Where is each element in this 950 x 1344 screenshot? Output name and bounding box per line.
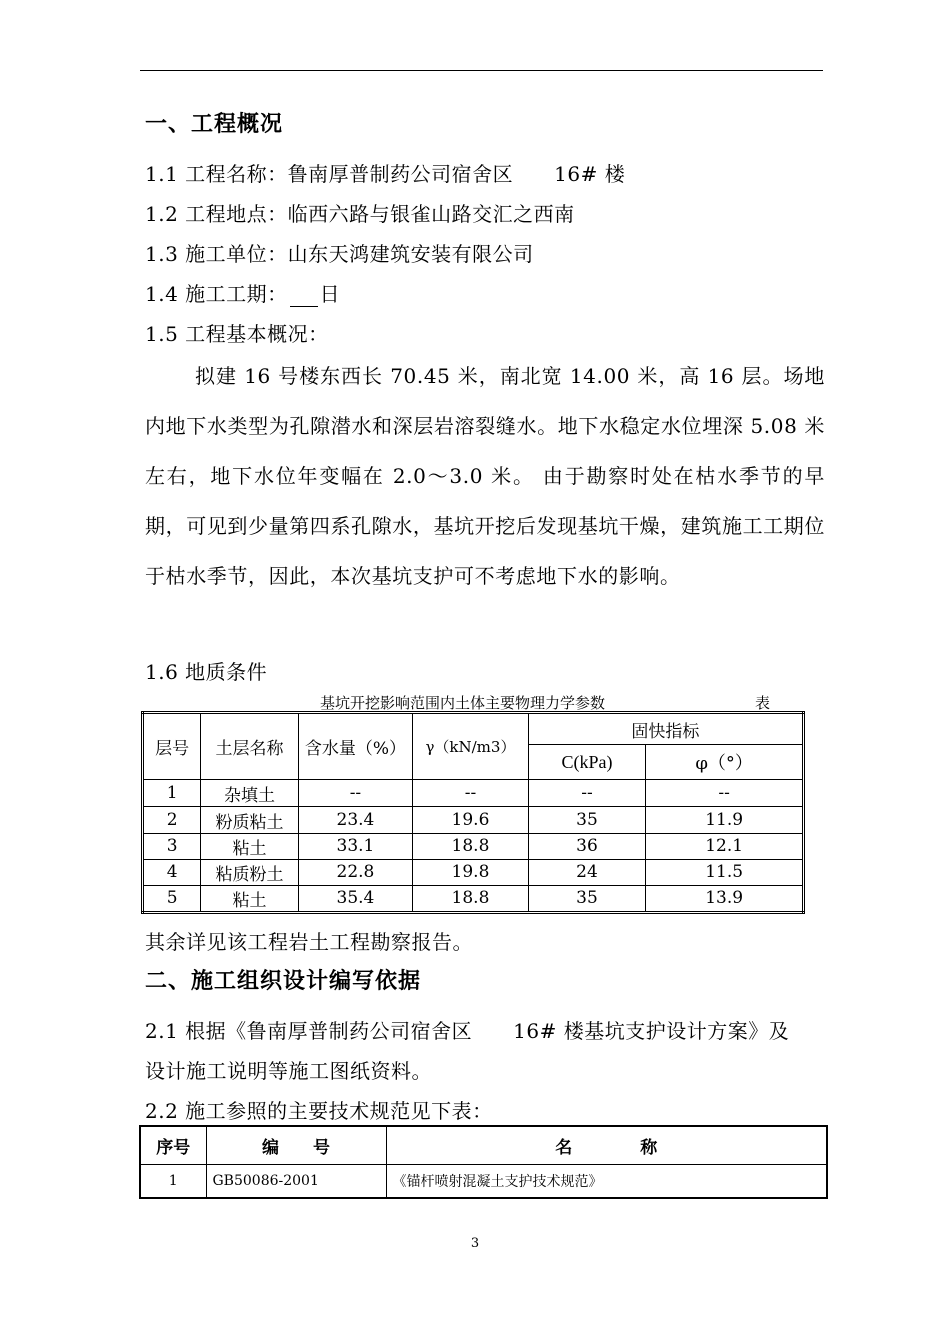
section2-heading: 二、施工组织设计编写依据	[145, 968, 422, 994]
soil-table-caption-suffix: 表	[755, 694, 771, 712]
cell-no: 5	[143, 885, 201, 912]
cell-name: 粉质粘土	[201, 807, 298, 833]
cell-c: --	[528, 780, 646, 807]
table-row	[143, 833, 804, 859]
item-1-3: 1.3 施工单位：山东天鸿建筑安装有限公司	[145, 242, 534, 266]
header-gamma: γ（kN/m3）	[413, 713, 529, 780]
item-2-2: 2.2 施工参照的主要技术规范见下表：	[145, 1099, 493, 1123]
soil-parameters-table	[141, 711, 805, 914]
header-water-content: 含水量（%）	[298, 713, 413, 780]
cell-c: 24	[528, 859, 646, 885]
cell-c: 35	[528, 885, 646, 912]
cell-no: 3	[143, 833, 201, 859]
cell-no: 4	[143, 859, 201, 885]
soil-table-caption: 基坑开挖影响范围内土体主要物理力学参数	[320, 694, 606, 712]
project-overview-paragraph: 拟建 16 号楼东西长 70.45 米，南北宽 14.00 米，高 16 层。场地内地下水类型为孔隙潜水和深层岩溶裂缝水。地下水稳定水位埋深 5.08 米左右，地下水位年变幅在 2.0～3.0 米。 由于勘察时处在枯水季节的早期，可见到少量第四系孔隙水，基坑开挖后发现基坑干燥，建筑施工工期位于枯水季节，因此，本次基坑支护可不考虑地下水的影响。	[145, 364, 825, 588]
item-1-6: 1.6 地质条件	[145, 660, 268, 684]
item-2-1-line1: 2.1 根据《鲁南厚普制药公司宿舍区 16# 楼基坑支护设计方案》及	[145, 1019, 790, 1043]
item-1-4-suffix: 日	[319, 282, 341, 306]
cell-c: 35	[528, 807, 646, 833]
cell-name: 粘质粉土	[201, 859, 298, 885]
cell-gamma: 19.6	[413, 807, 529, 833]
header-seq: 序号	[140, 1126, 206, 1164]
item-1-1: 1.1 工程名称：鲁南厚普制药公司宿舍区 16# 楼	[145, 162, 626, 186]
cell-no: 1	[143, 780, 201, 807]
cell-w: --	[298, 780, 413, 807]
cell-phi: 13.9	[646, 885, 804, 912]
cell-w: 22.8	[298, 859, 413, 885]
cell-gamma: 19.8	[413, 859, 529, 885]
cell-phi: 11.5	[646, 859, 804, 885]
item-1-4-label: 1.4 施工工期：	[145, 282, 288, 306]
cell-c: 36	[528, 833, 646, 859]
item-2-1-line2: 设计施工说明等施工图纸资料。	[145, 1059, 432, 1083]
soil-table-header-row	[143, 713, 804, 745]
cell-name: 杂填土	[201, 780, 298, 807]
blank-underline	[290, 286, 318, 307]
cell-gamma: 18.8	[413, 833, 529, 859]
header-c: C(kPa)	[528, 745, 646, 780]
cell-seq: 1	[140, 1164, 206, 1198]
header-name: 名 称	[386, 1126, 827, 1164]
cell-phi: 12.1	[646, 833, 804, 859]
specs-table-header-row	[140, 1126, 827, 1164]
table-row	[143, 885, 804, 912]
item-1-5: 1.5 工程基本概况：	[145, 322, 329, 346]
cell-gamma: 18.8	[413, 885, 529, 912]
cell-w: 33.1	[298, 833, 413, 859]
header-consolidated-quick: 固快指标	[528, 713, 803, 745]
cell-name: 粘土	[201, 885, 298, 912]
cell-phi: 11.9	[646, 807, 804, 833]
cell-w: 35.4	[298, 885, 413, 912]
cell-name: 粘土	[201, 833, 298, 859]
table-row	[140, 1164, 827, 1198]
cell-phi: --	[646, 780, 804, 807]
table-row	[143, 807, 804, 833]
header-rule	[140, 70, 823, 71]
header-soil-name: 土层名称	[201, 713, 298, 780]
cell-no: 2	[143, 807, 201, 833]
item-1-4	[145, 278, 340, 307]
page-number: 3	[470, 1236, 480, 1251]
table-row	[143, 780, 804, 807]
table-row	[143, 859, 804, 885]
cell-gamma: --	[413, 780, 529, 807]
header-layer-no: 层号	[143, 713, 201, 780]
cell-w: 23.4	[298, 807, 413, 833]
item-1-2: 1.2 工程地点：临西六路与银雀山路交汇之西南	[145, 202, 575, 226]
specs-table	[139, 1125, 828, 1199]
after-table-note: 其余详见该工程岩土工程勘察报告。	[145, 930, 473, 954]
cell-spec-name: 《锚杆喷射混凝土支护技术规范》	[386, 1164, 827, 1198]
header-code: 编 号	[206, 1126, 386, 1164]
header-phi: φ（°）	[646, 745, 804, 780]
cell-code: GB50086-2001	[206, 1164, 386, 1198]
section1-heading: 一、工程概况	[145, 111, 284, 137]
